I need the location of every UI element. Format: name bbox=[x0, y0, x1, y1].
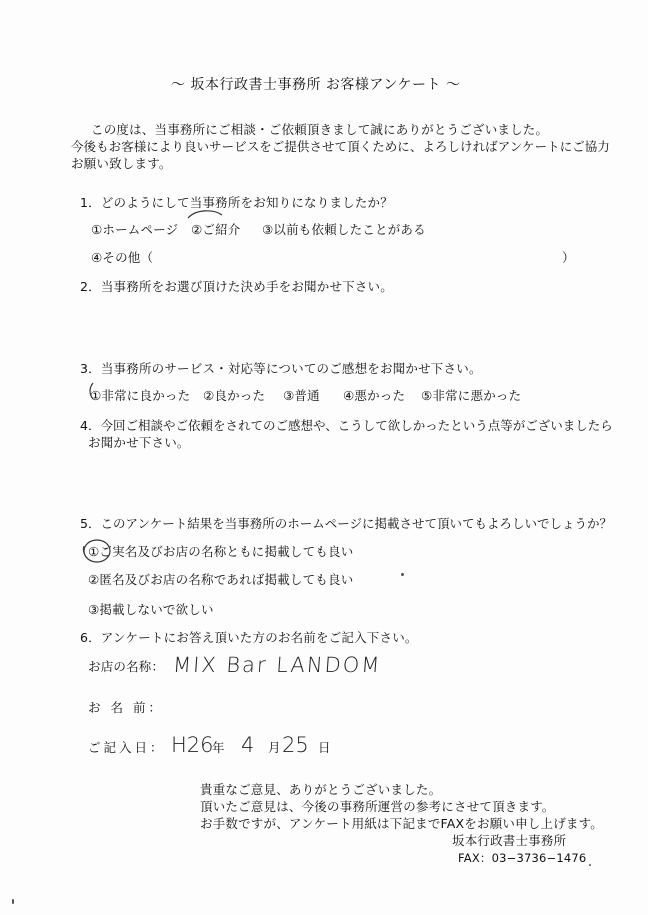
question-4-line-1: 4．今回ご相談やご依頼をされてのご感想や、こうして欲しかったという点等がございましたら bbox=[80, 418, 613, 433]
scan-speck bbox=[589, 864, 591, 866]
question-4-line-2: お聞かせ下さい。 bbox=[88, 435, 190, 450]
date-month-unit: 月 bbox=[268, 740, 281, 755]
intro-line-1: この度は、当事務所にご相談・ご依頼頂きまして誠にありがとうございました。 bbox=[91, 122, 549, 137]
scan-speck bbox=[12, 899, 14, 904]
shop-name-value[interactable]: MIX Bar LANDOM bbox=[172, 653, 383, 677]
intro-line-3: お願い致します。 bbox=[71, 156, 172, 171]
intro-line-2: 今後もお客様により良いサービスをご提供させて頂くために、よろしければアンケートにご協力 bbox=[71, 139, 610, 154]
date-day-value[interactable]: 25 bbox=[282, 733, 309, 757]
scan-speck bbox=[401, 573, 404, 576]
fax-number: FAX：03−3736−1476 bbox=[458, 851, 587, 865]
date-year-unit: 年 bbox=[212, 740, 225, 755]
question-6: 6．アンケートにお答え頂いた方のお名前をご記入下さい。 bbox=[80, 630, 418, 645]
date-month-value[interactable]: 4 bbox=[241, 733, 255, 757]
q3-option-bad[interactable]: ④悪かった bbox=[343, 388, 406, 403]
shop-name-label: お店の名称： bbox=[88, 659, 165, 674]
q1-selection-mark bbox=[188, 211, 222, 218]
q1-option-referral[interactable]: ②ご紹介 bbox=[191, 222, 241, 237]
q5-option-publish-real-name[interactable]: ①ご実名及びお店の名称ともに掲載しても良い bbox=[88, 544, 354, 559]
q3-option-very-bad[interactable]: ⑤非常に悪かった bbox=[421, 388, 522, 403]
question-5: 5．このアンケート結果を当事務所のホームページに掲載させて頂いてもよろしいでしょうか？ bbox=[80, 516, 612, 531]
q1-option-other[interactable]: ④その他（ bbox=[91, 250, 154, 265]
q3-selection-mark bbox=[90, 383, 93, 399]
q1-option-homepage[interactable]: ①ホームページ bbox=[91, 222, 179, 237]
q1-other-close-paren: ） bbox=[562, 250, 575, 265]
date-label: ご記入日： bbox=[88, 740, 166, 755]
closing-line-2: 頂いたご意見は、今後の事務所運営の参考にさせて頂きます。 bbox=[200, 799, 555, 814]
name-label: お 名 前： bbox=[88, 700, 164, 715]
question-3: 3．当事務所のサービス・対応等についてのご感想をお聞かせ下さい。 bbox=[80, 361, 482, 376]
q3-option-very-good[interactable]: ①非常に良かった bbox=[90, 388, 191, 403]
date-era-value[interactable]: H26 bbox=[171, 733, 214, 757]
office-name: 坂本行政書士事務所 bbox=[452, 833, 567, 848]
date-day-unit: 日 bbox=[318, 740, 331, 755]
q1-option-previous-client[interactable]: ③以前も依頼したことがある bbox=[262, 222, 426, 237]
q3-option-good[interactable]: ②良かった bbox=[203, 388, 266, 403]
question-2: 2．当事務所をお選び頂けた決め手をお聞かせ下さい。 bbox=[80, 279, 393, 294]
q5-option-publish-anonymous[interactable]: ②匿名及びお店の名称であれば掲載しても良い bbox=[88, 572, 354, 587]
q5-option-do-not-publish[interactable]: ③掲載しないで欲しい bbox=[88, 602, 214, 617]
closing-line-3: お手数ですが、アンケート用紙は下記までFAXをお願い申し上げます。 bbox=[200, 816, 604, 831]
q3-option-average[interactable]: ③普通 bbox=[283, 388, 320, 403]
question-1: 1．どのようにして当事務所をお知りになりましたか？ bbox=[80, 195, 393, 210]
page-title: 〜 坂本行政書士事務所 お客様アンケート 〜 bbox=[171, 77, 461, 93]
closing-line-1: 貴重なご意見、ありがとうございました。 bbox=[200, 782, 442, 797]
